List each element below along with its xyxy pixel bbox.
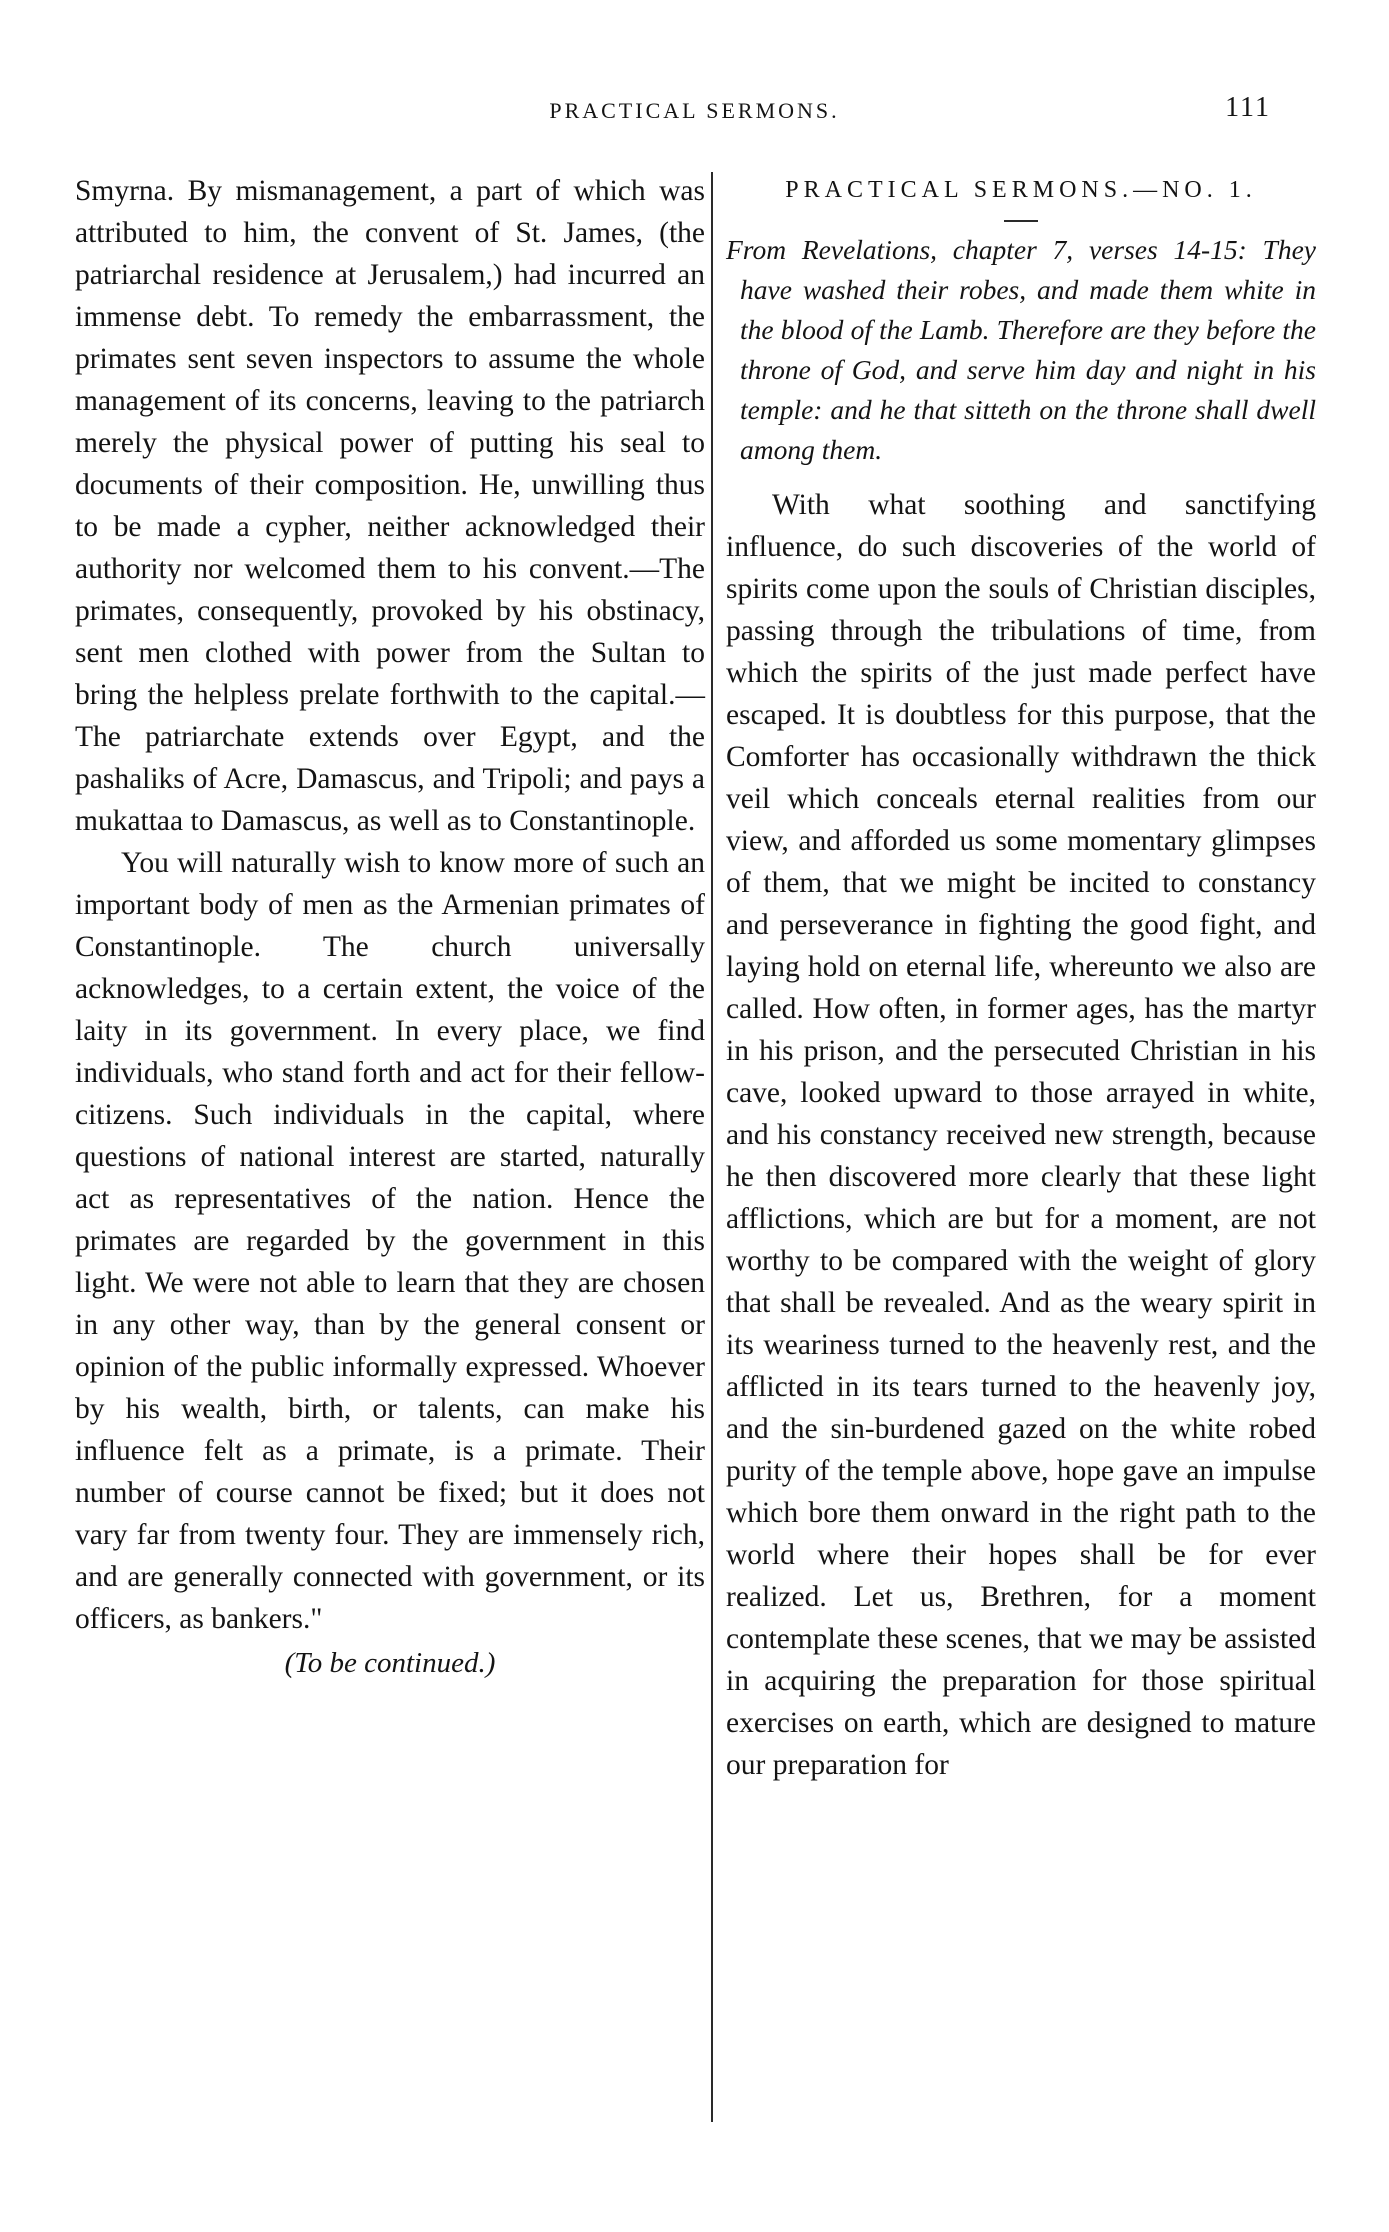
column-divider — [711, 172, 713, 2122]
running-head — [0, 92, 1389, 138]
title-divider — [1004, 220, 1038, 222]
page-number: 111 — [1225, 92, 1271, 123]
left-paragraph-1: Smyrna. By mismanagement, a part of which was attributed to him, the convent of St. James, (the patriarchal residence at Jerusalem,) had incurred an immense debt. To remedy the embarrassment, the primates sent seven inspectors to assume the whole management of its concerns, leaving to the patriarch merely the physical power of putting his seal to documents of their composition. He, unwilling thus to be made a cypher, neither acknowledged their authority nor welcomed them to his convent.—The primates, consequently, provoked by his obstinacy, sent men clothed with power from the Sultan to bring the helpless prelate forthwith to the capital.—The patriarchate extends over Egypt, and the pashaliks of Acre, Damascus, and Tripoli; and pays a mukattaa to Damascus, as well as to Constantinople. — [75, 175, 705, 837]
to-be-continued-note: (To be continued.) — [284, 1647, 496, 1679]
left-column — [75, 170, 705, 1684]
running-title: PRACTICAL SERMONS. — [549, 98, 840, 123]
right-column — [726, 170, 1316, 1786]
right-paragraph-1: With what soothing and sanctifying influence, do such discoveries of the world of spirits come upon the souls of Christian disciples, passing through the tribulations of time, from which the spirits of the just made perfect have escaped. It is doubtless for this purpose, that the Comforter has occasionally withdrawn the thick veil which conceals eternal realities from our view, and afforded us some momentary glimpses of them, that we might be incited to constancy and perseverance in fighting the good fight, and laying hold on eternal life, whereunto we also are called. How often, in former ages, has the martyr in his prison, and the persecuted Christian in his cave, looked upward to those arrayed in white, and his constancy received new strength, because he then discovered more clearly that these light afflictions, which are but for a moment, are not worthy to be compared with the weight of glory that shall be revealed. And as the weary spirit in its weariness turned to the heavenly rest, and the afflicted in its tears turned to the heavenly joy, and the sin-burdened gazed on the white robed purity of the temple above, hope gave an impulse which bore them onward in the right path to the world where their hopes shall be for ever realized. Let us, Brethren, for a moment contemplate these scenes, that we may be assisted in acquiring the preparation for those spiritual exercises on earth, which are designed to mature our preparation for — [726, 489, 1316, 1781]
sermon-series-title: PRACTICAL SERMONS.—NO. 1. — [785, 177, 1257, 203]
scripture-epigraph: From Revelations, chapter 7, verses 14-15: They have washed their robes, and made them white in the blood of the Lamb. Therefore are they before the throne of God, and serve him day and night in his temple: and he that sitteth on the throne shall dwell among them. — [726, 234, 1316, 465]
left-paragraph-2: You will naturally wish to know more of such an important body of men as the Armenian primates of Constantinople. The church universally acknowledges, to a certain extent, the voice of the laity in its government. In every place, we find individuals, who stand forth and act for their fellow-citizens. Such individuals in the capital, where questions of national interest are started, naturally act as representatives of the nation. Hence the primates are regarded by the government in this light. We were not able to learn that they are chosen in any other way, than by the general consent or opinion of the public informally expressed. Whoever by his wealth, birth, or talents, can make his influence felt as a primate, is a primate. Their number of course cannot be fixed; but it does not vary far from twenty four. They are immensely rich, and are generally connected with government, or its officers, as bankers." — [75, 847, 705, 1635]
